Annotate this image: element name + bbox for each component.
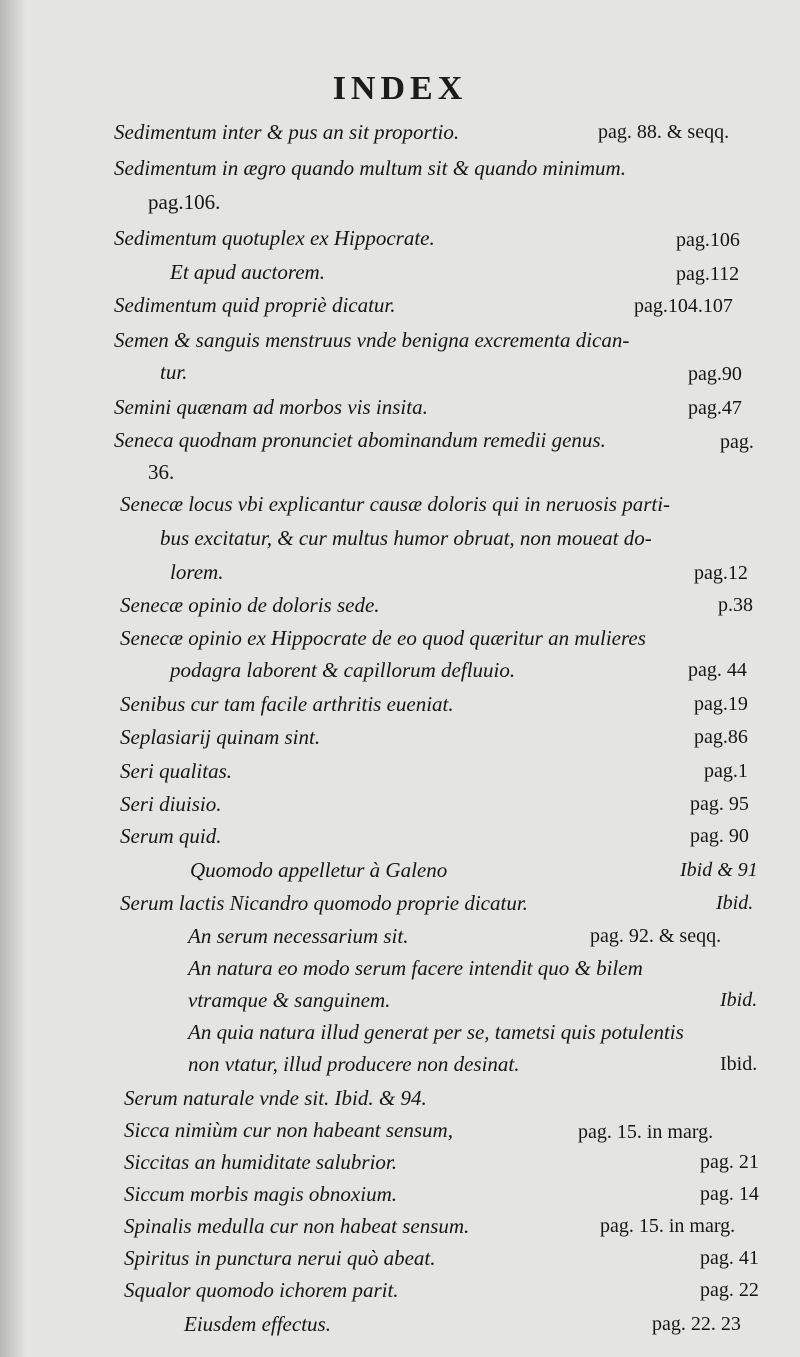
- page-title: INDEX: [332, 70, 468, 107]
- index-entry-ref: pag. 90: [690, 825, 749, 847]
- index-entry-text: vtramque & sanguinem.: [188, 988, 391, 1012]
- index-entry-text: Sedimentum inter & pus an sit proportio.: [114, 120, 460, 144]
- index-entry-text: podagra laborent & capillorum defluuio.: [170, 658, 516, 682]
- index-entry-ref: pag. 44: [688, 659, 747, 681]
- index-entry-text: lorem.: [170, 560, 224, 584]
- index-entry-ref: pag. 15. in marg.: [578, 1121, 714, 1143]
- index-entry-ref: Ibid & 91: [680, 859, 758, 881]
- index-entry-ref: pag. 92. & seqq.: [590, 925, 722, 947]
- index-entry-ref: Ibid.: [720, 989, 758, 1011]
- index-entry-text: Siccum morbis magis obnoxium.: [124, 1182, 397, 1206]
- index-entry-text: Senecæ locus vbi explicantur causæ doloris qui in neruosis parti-: [120, 492, 671, 516]
- index-entry-text: Semen & sanguis menstruus vnde benigna excrementa dican-: [114, 328, 630, 352]
- index-entry-text: Sedimentum quotuplex ex Hippocrate.: [114, 226, 435, 250]
- index-entry-text: Seneca quodnam pronunciet abominandum remedii genus.: [114, 428, 606, 452]
- index-entry-ref: pag. 41: [700, 1247, 759, 1269]
- index-entry-text: tur.: [160, 360, 188, 384]
- index-entry-text: Spiritus in punctura nerui quò abeat.: [124, 1246, 436, 1270]
- index-entry-text: Sedimentum quid propriè dicatur.: [114, 293, 396, 317]
- index-entry-text: Eiusdem effectus.: [184, 1312, 331, 1336]
- index-entry-ref: pag. 22: [700, 1279, 759, 1301]
- index-entry-text: Senibus cur tam facile arthritis eueniat.: [120, 692, 454, 716]
- index-entry-ref: pag.: [720, 431, 754, 453]
- index-entry-text: 36.: [148, 460, 175, 484]
- index-entry-text: Senecæ opinio de doloris sede.: [120, 593, 380, 617]
- index-entry-ref: pag. 95: [690, 793, 749, 815]
- index-entry-text: Serum lactis Nicandro quomodo proprie dicatur.: [120, 891, 528, 915]
- index-entry-text: An serum necessarium sit.: [188, 924, 409, 948]
- index-entry-text: Serum quid.: [120, 824, 222, 848]
- index-entry-text: non vtatur, illud producere non desinat.: [188, 1052, 520, 1076]
- index-entry-ref: Ibid.: [716, 892, 754, 914]
- index-entry-text: An natura eo modo serum facere intendit quo & bilem: [188, 956, 643, 980]
- index-entry-ref: pag. 22. 23: [652, 1313, 741, 1335]
- index-entry-ref: pag.47: [688, 397, 742, 419]
- index-entry-ref: Ibid.: [720, 1053, 758, 1075]
- index-entry-ref: pag.19: [694, 693, 748, 715]
- index-entry-text: Et apud auctorem.: [170, 260, 325, 284]
- index-entry-ref: pag.104.107: [634, 295, 733, 317]
- index-entry-text: pag.106.: [148, 190, 221, 214]
- index-entry-ref: pag.106: [676, 229, 740, 251]
- index-entry-text: Sedimentum in ægro quando multum sit & quando minimum.: [114, 156, 626, 180]
- index-entry-text: Seplasiarij quinam sint.: [120, 725, 321, 749]
- index-entry-text: Senecæ opinio ex Hippocrate de eo quod quæritur an mulieres: [120, 626, 646, 650]
- index-entry-ref: p.38: [718, 594, 753, 616]
- index-entry-text: Semini quænam ad morbos vis insita.: [114, 395, 428, 419]
- index-entry-ref: pag.90: [688, 363, 742, 385]
- index-entry-text: An quia natura illud generat per se, tametsi quis potulentis: [188, 1020, 684, 1044]
- index-entry-text: Spinalis medulla cur non habeat sensum.: [124, 1214, 470, 1238]
- index-entry-text: Seri diuisio.: [120, 792, 222, 816]
- index-entry-ref: pag. 14: [700, 1183, 759, 1205]
- index-entry-text: bus excitatur, & cur multus humor obruat, non moueat do-: [160, 526, 652, 550]
- index-entry-text: Quomodo appelletur à Galeno: [190, 858, 448, 882]
- index-entry-ref: pag.1: [704, 760, 748, 782]
- index-entry-ref: pag. 88. & seqq.: [598, 121, 730, 143]
- index-entry-ref: pag.12: [694, 562, 748, 584]
- index-entry-text: Squalor quomodo ichorem parit.: [124, 1278, 399, 1302]
- index-entry-ref: pag. 15. in marg.: [600, 1215, 736, 1237]
- index-entry-text: Sicca nimiùm cur non habeant sensum,: [124, 1118, 453, 1142]
- index-entry-text: Serum naturale vnde sit. Ibid. & 94.: [124, 1086, 427, 1110]
- index-entry-text: Seri qualitas.: [120, 759, 233, 783]
- index-entry-ref: pag.112: [676, 263, 740, 285]
- index-entry-ref: pag.86: [694, 726, 748, 748]
- page-gutter-shadow: [0, 0, 26, 1357]
- index-entry-ref: pag. 21: [700, 1151, 759, 1173]
- index-entry-text: Siccitas an humiditate salubrior.: [124, 1150, 397, 1174]
